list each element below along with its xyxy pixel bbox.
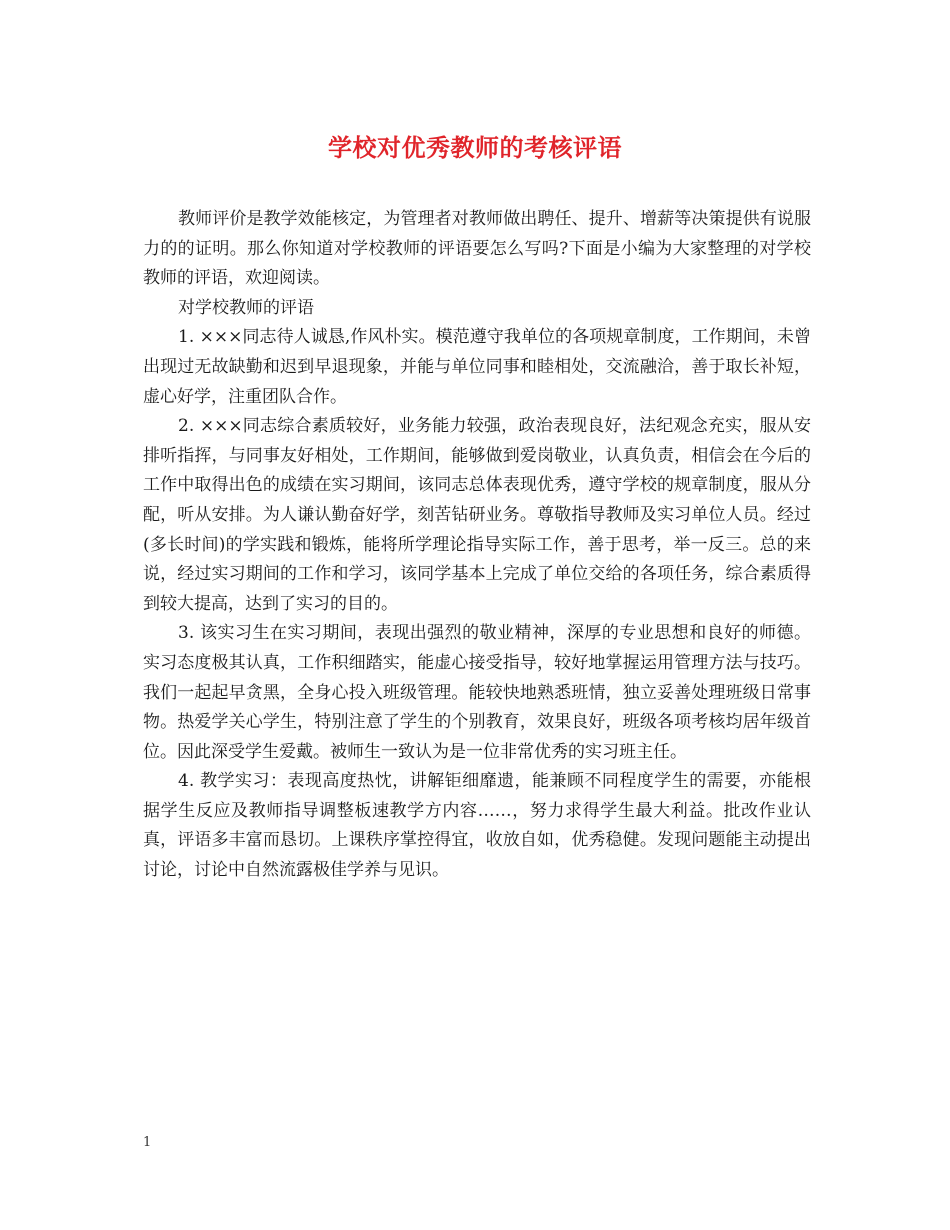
section-heading: 对学校教师的评语	[178, 297, 314, 318]
document-title: 学校对优秀教师的考核评语	[328, 133, 622, 162]
comment-paragraph-1: 1. ×××同志待人诚恳,作风朴实。模范遵守我单位的各项规章制度，工作期间，未曾出现过无故缺勤和迟到早退现象，并能与单位同事和睦相处，交流融洽，善于取长补短，虚心好学，注重团队合作。	[143, 327, 811, 407]
comment-paragraph-4: 4. 教学实习：表现高度热忱，讲解钜细靡遗，能兼顾不同程度学生的需要，亦能根据学生反应及教师指导调整板速教学方内容……，努力求得学生最大利益。批改作业认真，评语多丰富而恳切。上课秩序掌控得宜，收放自如，优秀稳健。发现问题能主动提出讨论，讨论中自然流露极佳学养与见识。	[143, 771, 811, 881]
intro-paragraph: 教师评价是教学效能核定，为管理者对教师做出聘任、提升、增薪等决策提供有说服力的的证明。那么你知道对学校教师的评语要怎么写吗?下面是小编为大家整理的对学校教师的评语，欢迎阅读。	[143, 209, 811, 289]
page-number: 1	[143, 1135, 152, 1150]
document-body	[143, 205, 811, 886]
comment-paragraph-3: 3. 该实习生在实习期间，表现出强烈的敬业精神，深厚的专业思想和良好的师德。实习态度极其认真，工作积细踏实，能虚心接受指导，较好地掌握运用管理方法与技巧。我们一起起早贪黑，全身心投入班级管理。能较快地熟悉班情，独立妥善处理班级日常事物。热爱学关心学生，特别注意了学生的个别教育，效果良好，班级各项考核均居年级首位。因此深受学生爱戴。被师生一致认为是一位非常优秀的实习班主任。	[143, 623, 811, 762]
comment-paragraph-2: 2. ×××同志综合素质较好，业务能力较强，政治表现良好，法纪观念充实，服从安排听指挥，与同事友好相处，工作期间，能够做到爱岗敬业，认真负责，相信会在今后的工作中取得出色的成绩在实习期间，该同志总体表现优秀，遵守学校的规章制度，服从分配，听从安排。为人谦认勤奋好学，刻苦钻研业务。尊敬指导教师及实习单位人员。经过(多长时间)的学实践和锻炼，能将所学理论指导实际工作，善于思考，举一反三。总的来说，经过实习期间的工作和学习，该同学基本上完成了单位交给的各项任务，综合素质得到较大提高，达到了实习的目的。	[143, 416, 811, 614]
